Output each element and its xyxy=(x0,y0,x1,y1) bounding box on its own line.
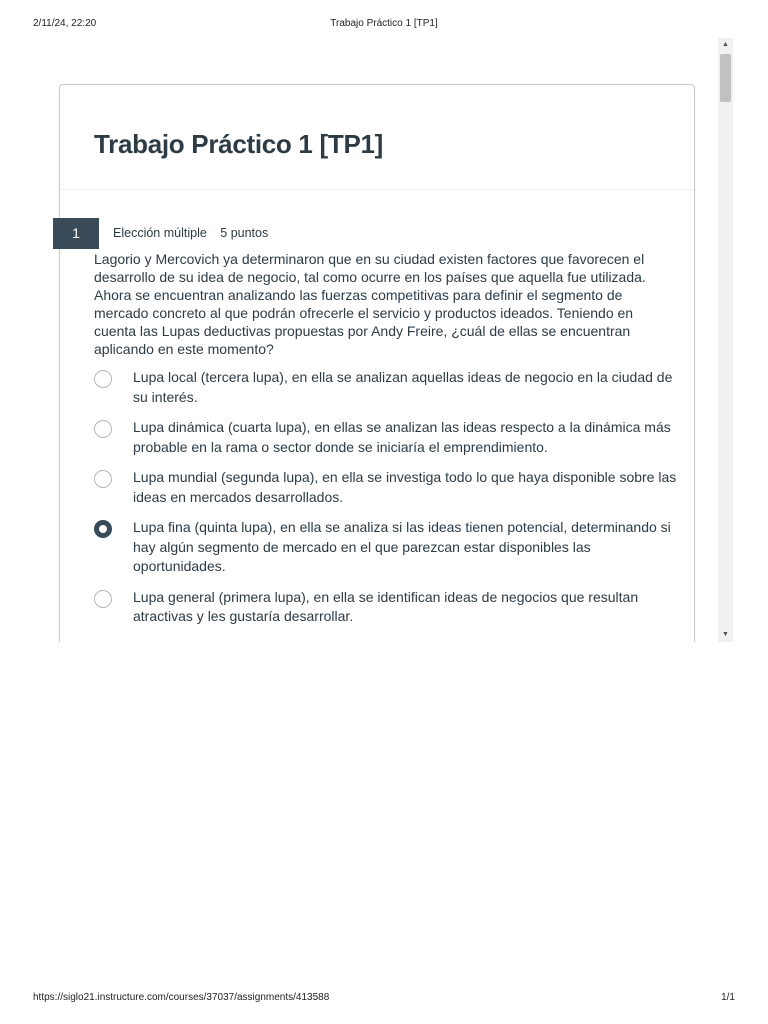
quiz-title: Trabajo Práctico 1 [TP1] xyxy=(94,129,384,159)
print-datetime: 2/11/24, 22:20 xyxy=(33,18,97,29)
answer-option[interactable] xyxy=(94,588,684,627)
page-indicator: 1/1 xyxy=(721,992,735,1003)
answer-option-label: Lupa dinámica (cuarta lupa), en ellas se analizan las ideas respecto a la dinámica más probable en la rama o sector donde se iniciaría el emprendimiento. xyxy=(133,419,671,455)
print-url: https://siglo21.instructure.com/courses/37037/assignments/413588 xyxy=(33,992,330,1003)
answer-option-label: Lupa fina (quinta lupa), en ella se analiza si las ideas tienen potencial, determinando si hay algún segmento de mercado en el que parezcan estar disponibles las oportunidades. xyxy=(133,519,671,574)
answer-option-label: Lupa local (tercera lupa), en ella se analizan aquellas ideas de negocio en la ciudad de su interés. xyxy=(133,369,673,405)
radio-button[interactable] xyxy=(94,420,112,438)
answer-option[interactable] xyxy=(94,468,684,507)
content-viewport xyxy=(36,38,732,642)
radio-button-selected[interactable] xyxy=(94,520,112,538)
question-number-badge: 1 xyxy=(53,218,99,249)
answer-option[interactable] xyxy=(94,418,684,457)
answer-option-label: Lupa general (primera lupa), en ella se identifican ideas de negocios que resultan atractivas y les gustaría desarrollar. xyxy=(133,588,639,624)
question-text: Lagorio y Mercovich ya determinaron que en su ciudad existen factores que favorecen el desarrollo de su idea de negocio, tal como ocurre en los países que aquella fue utilizada. Ahora se encuentran analizando las fuerzas competitivas para definir el segmento de mercado concreto al que podrán ofrecerle el servicio y productos ideados. Teniendo en cuenta las Lupas deductivas propuestas por Andy Freire, ¿cuál de ellas se encuentran aplicando en este momento? xyxy=(94,251,646,357)
scrollbar-thumb[interactable] xyxy=(720,54,731,102)
radio-button[interactable] xyxy=(94,470,112,488)
answer-options xyxy=(94,368,684,638)
question-meta xyxy=(113,226,268,240)
print-document-title: Trabajo Práctico 1 [TP1] xyxy=(330,18,438,29)
scroll-down-arrow-icon[interactable]: ▼ xyxy=(722,631,729,638)
question-type: Elección múltiple xyxy=(113,226,207,240)
print-footer xyxy=(33,992,735,1006)
vertical-scrollbar[interactable] xyxy=(718,38,733,642)
answer-option-selected[interactable] xyxy=(94,518,684,577)
question-points: 5 puntos xyxy=(220,226,269,240)
answer-option[interactable] xyxy=(94,368,684,407)
scroll-up-arrow-icon[interactable]: ▲ xyxy=(722,41,729,48)
radio-button[interactable] xyxy=(94,590,112,608)
quiz-header xyxy=(60,85,694,190)
answer-option-label: Lupa mundial (segunda lupa), en ella se investiga todo lo que haya disponible sobre las ideas en mercados desarrollados. xyxy=(133,469,677,505)
radio-button[interactable] xyxy=(94,370,112,388)
print-header xyxy=(33,18,735,32)
